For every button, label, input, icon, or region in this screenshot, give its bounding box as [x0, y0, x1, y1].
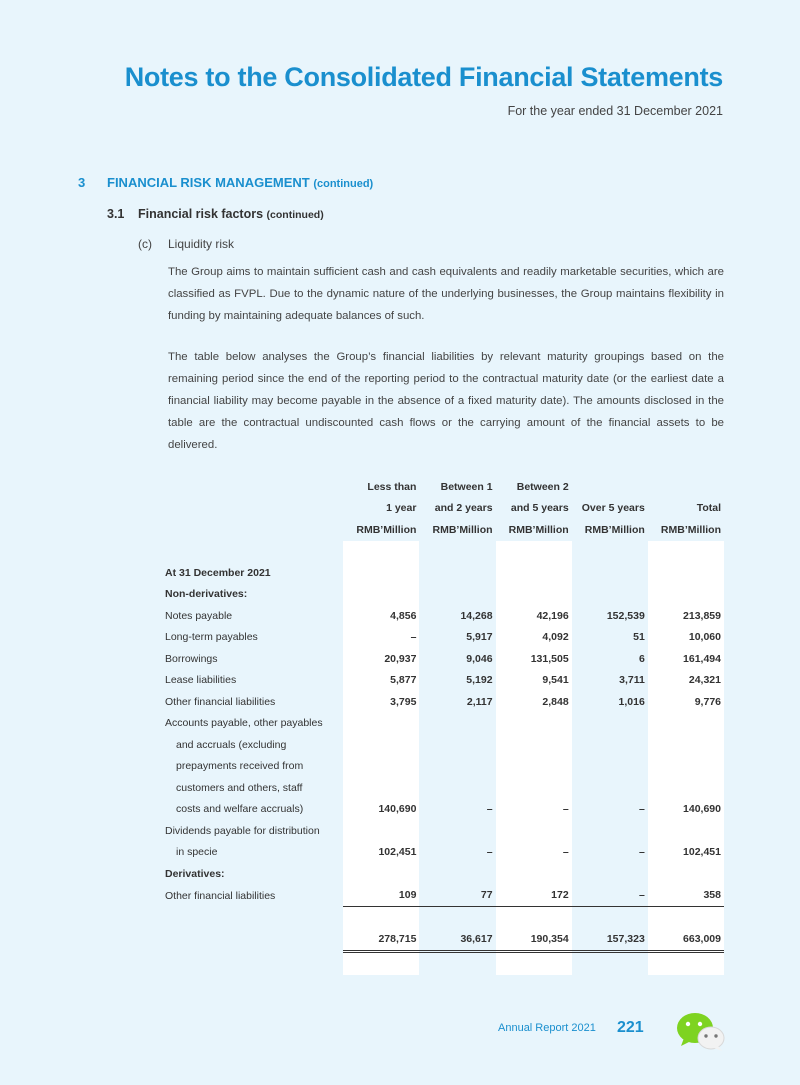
- total-value: 36,617: [419, 929, 495, 952]
- col-header-line1: Between 2: [516, 480, 569, 493]
- logo-eye: [714, 1034, 717, 1037]
- row-label: Notes payable: [165, 609, 233, 622]
- cell-value: 102,451: [648, 842, 724, 864]
- total-value: 190,354: [496, 929, 572, 952]
- section-continued: (continued): [313, 178, 374, 190]
- non-derivatives-heading: Non-derivatives:: [165, 588, 248, 601]
- cell-value: 152,539: [606, 609, 645, 622]
- row-label: costs and welfare accruals): [176, 803, 304, 816]
- row-label: in specie: [176, 846, 218, 859]
- table-row: [165, 605, 724, 627]
- row-label: Other financial liabilities: [165, 889, 276, 902]
- cell-value: 3,711: [619, 674, 645, 687]
- row-label: and accruals (excluding: [176, 738, 287, 751]
- cell-value: 5,917: [466, 631, 493, 644]
- logo-bubble-small: [698, 1027, 724, 1049]
- table-row: [165, 562, 724, 584]
- cell-value: 77: [419, 885, 495, 907]
- page-number: 221: [617, 1019, 644, 1036]
- col-header-line1: [572, 476, 648, 498]
- total-value: 278,715: [343, 929, 419, 952]
- table-row: [165, 584, 724, 606]
- maturity-table: [165, 476, 724, 975]
- table-row: [165, 734, 724, 756]
- col-header-line1: Between 1: [440, 480, 493, 493]
- cell-value: 9,541: [496, 670, 572, 692]
- table-row: [165, 863, 724, 885]
- row-label: Dividends payable for distribution: [165, 824, 320, 837]
- row-label: Long-term payables: [165, 631, 258, 644]
- row-label: Other financial liabilities: [165, 695, 276, 708]
- col-header-line2: Total: [696, 502, 721, 515]
- cell-value: 140,690: [343, 799, 419, 821]
- cell-value: –: [486, 846, 493, 859]
- col-header-unit: RMB’Million: [356, 523, 417, 536]
- cell-value: 102,451: [343, 842, 419, 864]
- paragraph-liquidity: The Group aims to maintain sufficient cash and cash equivalents and readily marketable securities, which are classified as FVPL. Due to the dynamic nature of the underlying businesses, the Group maintains flexibility in funding by maintaining adequate balances of such.: [168, 266, 724, 322]
- section-title-text: FINANCIAL RISK MANAGEMENT: [107, 175, 310, 190]
- col-header-unit: RMB’Million: [508, 523, 569, 536]
- total-value: 663,009: [648, 929, 724, 952]
- subsection-title-text: Financial risk factors: [138, 207, 264, 221]
- table-row: [165, 627, 724, 649]
- cell-value: 5,192: [466, 674, 493, 687]
- cell-value: 9,046: [466, 652, 493, 665]
- table-row: [165, 670, 724, 692]
- derivatives-heading: Derivatives:: [165, 867, 225, 880]
- cell-value: –: [638, 803, 645, 816]
- wechat-logo-icon: [676, 1012, 726, 1052]
- page-subtitle: For the year ended 31 December 2021: [507, 104, 723, 118]
- col-header-line1: Less than: [367, 480, 417, 493]
- cell-value: 5,877: [343, 670, 419, 692]
- logo-eye: [704, 1034, 707, 1037]
- table-row: [165, 885, 724, 907]
- row-label: Lease liabilities: [165, 674, 237, 687]
- cell-value: 2,848: [496, 691, 572, 713]
- col-header-line2: 1 year: [386, 502, 417, 515]
- logo-eye: [686, 1022, 690, 1026]
- table-row: [165, 713, 724, 735]
- cell-value: –: [496, 799, 572, 821]
- cell-value: 2,117: [466, 695, 493, 708]
- cell-value: 51: [633, 631, 645, 644]
- table-row: [165, 648, 724, 670]
- cell-value: 140,690: [648, 799, 724, 821]
- item-title: Liquidity risk: [168, 237, 235, 251]
- cell-value: –: [343, 627, 419, 649]
- cell-value: 24,321: [648, 670, 724, 692]
- cell-value: 42,196: [496, 605, 572, 627]
- subsection-number: 3.1: [107, 207, 125, 221]
- table-row: [165, 691, 724, 713]
- table-header-row: [165, 476, 724, 498]
- total-value: 157,323: [572, 929, 648, 952]
- col-header-unit: RMB’Million: [660, 523, 721, 536]
- cell-value: –: [486, 803, 493, 816]
- cell-value: 161,494: [648, 648, 724, 670]
- cell-value: 9,776: [648, 691, 724, 713]
- cell-value: 4,856: [343, 605, 419, 627]
- cell-value: 131,505: [496, 648, 572, 670]
- cell-value: –: [572, 885, 648, 907]
- subsection-title: [138, 207, 324, 221]
- cell-value: 3,795: [343, 691, 419, 713]
- table-row: [165, 842, 724, 864]
- paragraph-table-intro: The table below analyses the Group’s financial liabilities by relevant maturity groupings based on the remaining period since the end of the reporting period to the contractual maturity date (or the earliest date a financial liability may become payable in the absence of a fixed maturity date). The amounts disclosed in the table are the contractual undiscounted cash flows or the carrying amount of the financial assets to be delivered.: [168, 351, 724, 451]
- logo-eye: [698, 1022, 702, 1026]
- col-header-line2: Over 5 years: [581, 502, 645, 515]
- col-header-unit: RMB’Million: [584, 523, 645, 536]
- table-row: [165, 820, 724, 842]
- col-header-line2: and 2 years: [434, 502, 493, 515]
- footer-report-label: Annual Report 2021: [498, 1022, 596, 1034]
- section-number: 3: [78, 175, 86, 190]
- section-title: [107, 175, 373, 190]
- date-heading: At 31 December 2021: [165, 566, 271, 579]
- table-header-row: [165, 519, 724, 541]
- cell-value: 4,092: [496, 627, 572, 649]
- page-title: Notes to the Consolidated Financial Statements: [124, 62, 723, 92]
- cell-value: –: [638, 846, 645, 859]
- col-header-line1: [648, 476, 724, 498]
- row-label: Borrowings: [165, 652, 218, 665]
- cell-value: 1,016: [618, 695, 645, 708]
- row-label: customers and others, staff: [176, 781, 303, 794]
- table-row: [165, 777, 724, 799]
- cell-value: 10,060: [648, 627, 724, 649]
- col-header-unit: RMB’Million: [432, 523, 493, 536]
- cell-value: 358: [648, 885, 724, 907]
- row-label: Accounts payable, other payables: [165, 717, 323, 730]
- cell-value: 14,268: [460, 609, 493, 622]
- cell-value: 6: [638, 652, 645, 665]
- total-row: [165, 929, 724, 952]
- col-header-line2: and 5 years: [510, 502, 569, 515]
- cell-value: 213,859: [648, 605, 724, 627]
- table-row: [165, 799, 724, 821]
- cell-value: 20,937: [343, 648, 419, 670]
- subsection-continued: (continued): [266, 209, 324, 221]
- table-row: [165, 756, 724, 778]
- cell-value: 109: [343, 885, 419, 907]
- table-header-row: [165, 498, 724, 520]
- cell-value: –: [496, 842, 572, 864]
- row-label: prepayments received from: [176, 760, 304, 773]
- cell-value: 172: [496, 885, 572, 907]
- item-label: (c): [138, 237, 152, 251]
